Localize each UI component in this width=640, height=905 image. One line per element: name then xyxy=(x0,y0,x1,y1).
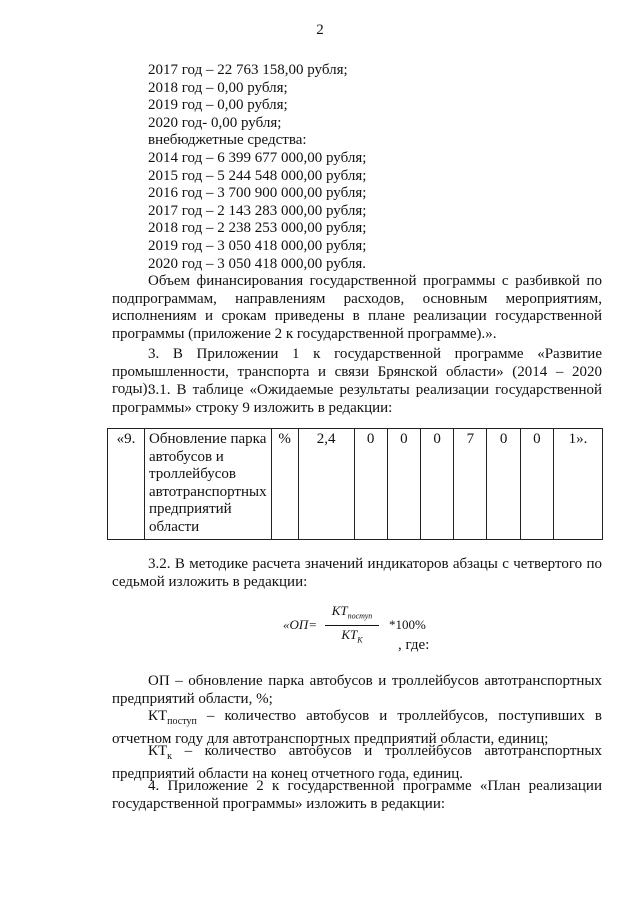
value-cell: 7 xyxy=(454,429,487,540)
definition-op: ОП – обновление парка автобусов и троллейбусов автотранспортных предприятий области, %; xyxy=(112,673,602,707)
row-number-cell: «9. xyxy=(108,429,145,540)
value-cell: 0 xyxy=(487,429,520,540)
value-cell: 0 xyxy=(387,429,420,540)
formula-multiplier: *100% xyxy=(389,617,426,632)
value-cell: 1». xyxy=(554,429,603,540)
indicator-name-cell: Обновление парка автобусов и троллейбусов автотранспортных предприятий области xyxy=(145,429,272,540)
value-cell: 0 xyxy=(420,429,453,540)
funding-line: 2017 год – 2 143 283 000,00 рубля; xyxy=(148,202,367,219)
where-label: , где: xyxy=(398,637,430,653)
funding-line: 2020 год- 0,00 рубля; xyxy=(148,114,282,131)
definition-kt-k: $КТ_к$ – количество автобусов и троллейбусов автотранспортных предприятий области на конец отчетного года, единиц. xyxy=(112,743,602,782)
definition-kt-postup: $КТ_{поступ}$ – количество автобусов и троллейбусов, поступивших в отчетном году для автотранспортных предприятий области, единиц; xyxy=(112,708,602,747)
value-cell: 0 xyxy=(520,429,553,540)
funding-line: 2019 год – 3 050 418 000,00 рубля; xyxy=(148,237,367,254)
formula-lhs: «ОП= xyxy=(283,617,318,632)
funding-line: 2018 год – 0,00 рубля; xyxy=(148,79,288,96)
page-number: 2 xyxy=(316,22,324,38)
funding-line: 2017 год – 22 763 158,00 рубля; xyxy=(148,62,348,78)
funding-line: 2016 год – 3 700 900 000,00 рубля; xyxy=(148,185,367,202)
value-cell: 0 xyxy=(354,429,387,540)
paragraph-4: 4. Приложение 2 к государственной программе «План реализации государственной программы» изложить в редакции: xyxy=(112,778,602,812)
fraction-bar xyxy=(325,625,379,626)
funding-line: 2019 год – 0,00 рубля; xyxy=(148,97,288,114)
paragraph-volume: Объем финансирования государственной программы с разбивкой по подпрограммам, направлениям расходов, основным мероприятиям, исполнениям и срокам приведены в плане реализации государственной программы (приложение 2 к государственной программе).». xyxy=(112,273,602,342)
paragraph-3: 3. В Приложении 1 к государственной программе «Развитие промышленности, транспорта и связи Брянской области» (2014 – 2020 годы): xyxy=(112,346,602,398)
formula-numerator: $КТ_{поступ}$ xyxy=(331,603,373,621)
funding-line: 2014 год – 6 399 677 000,00 рубля; xyxy=(148,149,367,166)
table-row xyxy=(108,429,603,540)
unit-cell: % xyxy=(271,429,298,540)
paragraph-3-2: 3.2. В методике расчета значений индикаторов абзацы с четвертого по седьмой изложить в редакции: xyxy=(112,556,602,590)
paragraph-3-1: 3.1. В таблице «Ожидаемые результаты реализации государственной программы» строку 9 изложить в редакции: xyxy=(112,382,602,416)
value-cell: 2,4 xyxy=(298,429,354,540)
formula-denominator: $КТ_К$ xyxy=(341,627,363,645)
funding-line: 2020 год – 3 050 418 000,00 рубля. xyxy=(148,255,366,272)
funding-line: внебюджетные средства: xyxy=(148,132,307,149)
funding-line: 2015 год – 5 244 548 000,00 рубля; xyxy=(148,167,367,184)
funding-lines xyxy=(148,62,366,273)
results-table xyxy=(107,428,603,540)
funding-line: 2018 год – 2 238 253 000,00 рубля; xyxy=(148,220,367,237)
